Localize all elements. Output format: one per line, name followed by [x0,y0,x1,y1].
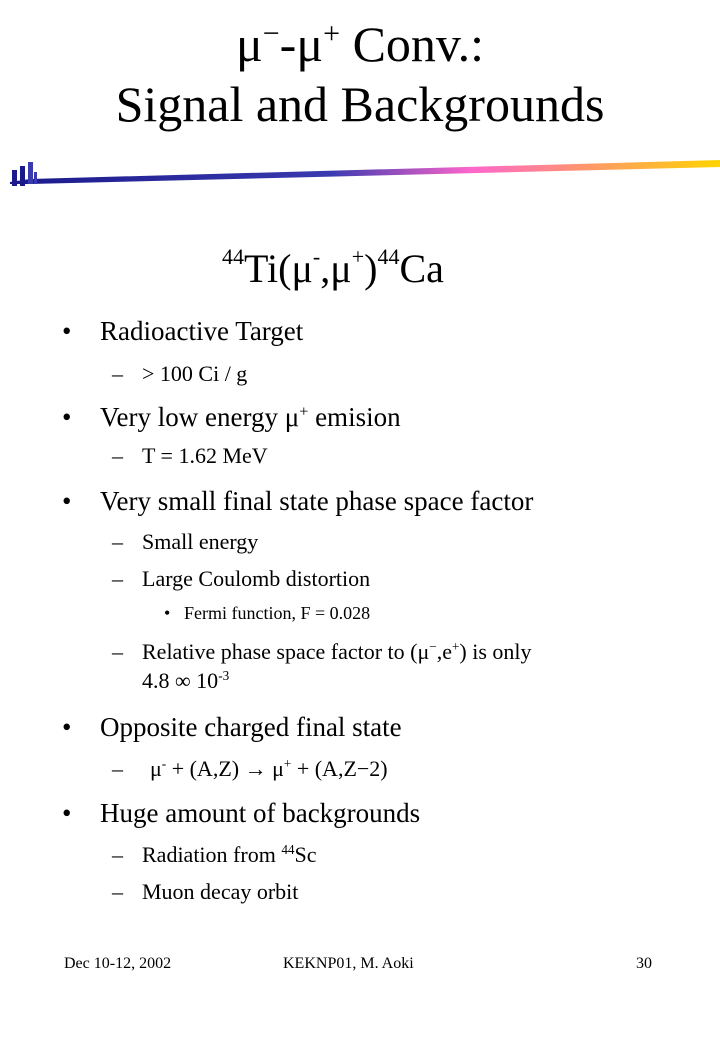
bullet-dot: • [62,402,72,432]
sub-radiation: – Radiation from $^{44}$Sc [112,842,317,867]
bullet-dot: • [62,486,72,516]
bullet-phase-space: • Very small final state phase space factor [62,486,534,516]
title-line-1: μ−-μ+ Conv.: [235,16,485,72]
title-underline-decoration [0,152,720,192]
bullet-dot: • [62,316,72,346]
sub-small-energy: – Small energy [112,529,259,554]
sub-muon-decay: – Muon decay orbit [112,879,299,904]
bullet-low-energy: • Very low energy μ+ emision [62,402,401,432]
bullet-backgrounds: • Huge amount of backgrounds [62,798,421,828]
footer-page-number: 30 [636,955,652,972]
sub-activity: – > 100 Ci / g [112,361,248,386]
bullet-dot: • [62,712,72,742]
footer-date: Dec 10-12, 2002 [64,955,172,972]
bullet-radioactive-target: • Radioactive Target [62,316,304,346]
sub-relative-phase-value: 4.8 ∞ $10^{-3}$ [142,668,230,693]
reaction-formula: $^{44}Ti(\mu^-,\mu^+)^{44}Ca$ [222,244,444,291]
bullet-dot: • [62,798,72,828]
sub-coulomb: – Large Coulomb distortion [112,566,371,591]
slide-title [0,14,720,134]
bullet-opposite-charge: • Opposite charged final state [62,712,402,742]
sub-relative-phase: – Relative phase space factor to (μ−,e+) is only [112,639,532,664]
subsub-fermi: • Fermi function, F = 0.028 [164,603,371,623]
sub-equation: – μ- + (A,Z) → μ+ + (A,Z−2) [112,756,388,781]
title-line-2: Signal and Backgrounds [115,76,605,132]
sub-t-value: – T = 1.62 MeV [112,443,268,468]
footer-venue: KEKNP01, M. Aoki [283,955,414,972]
